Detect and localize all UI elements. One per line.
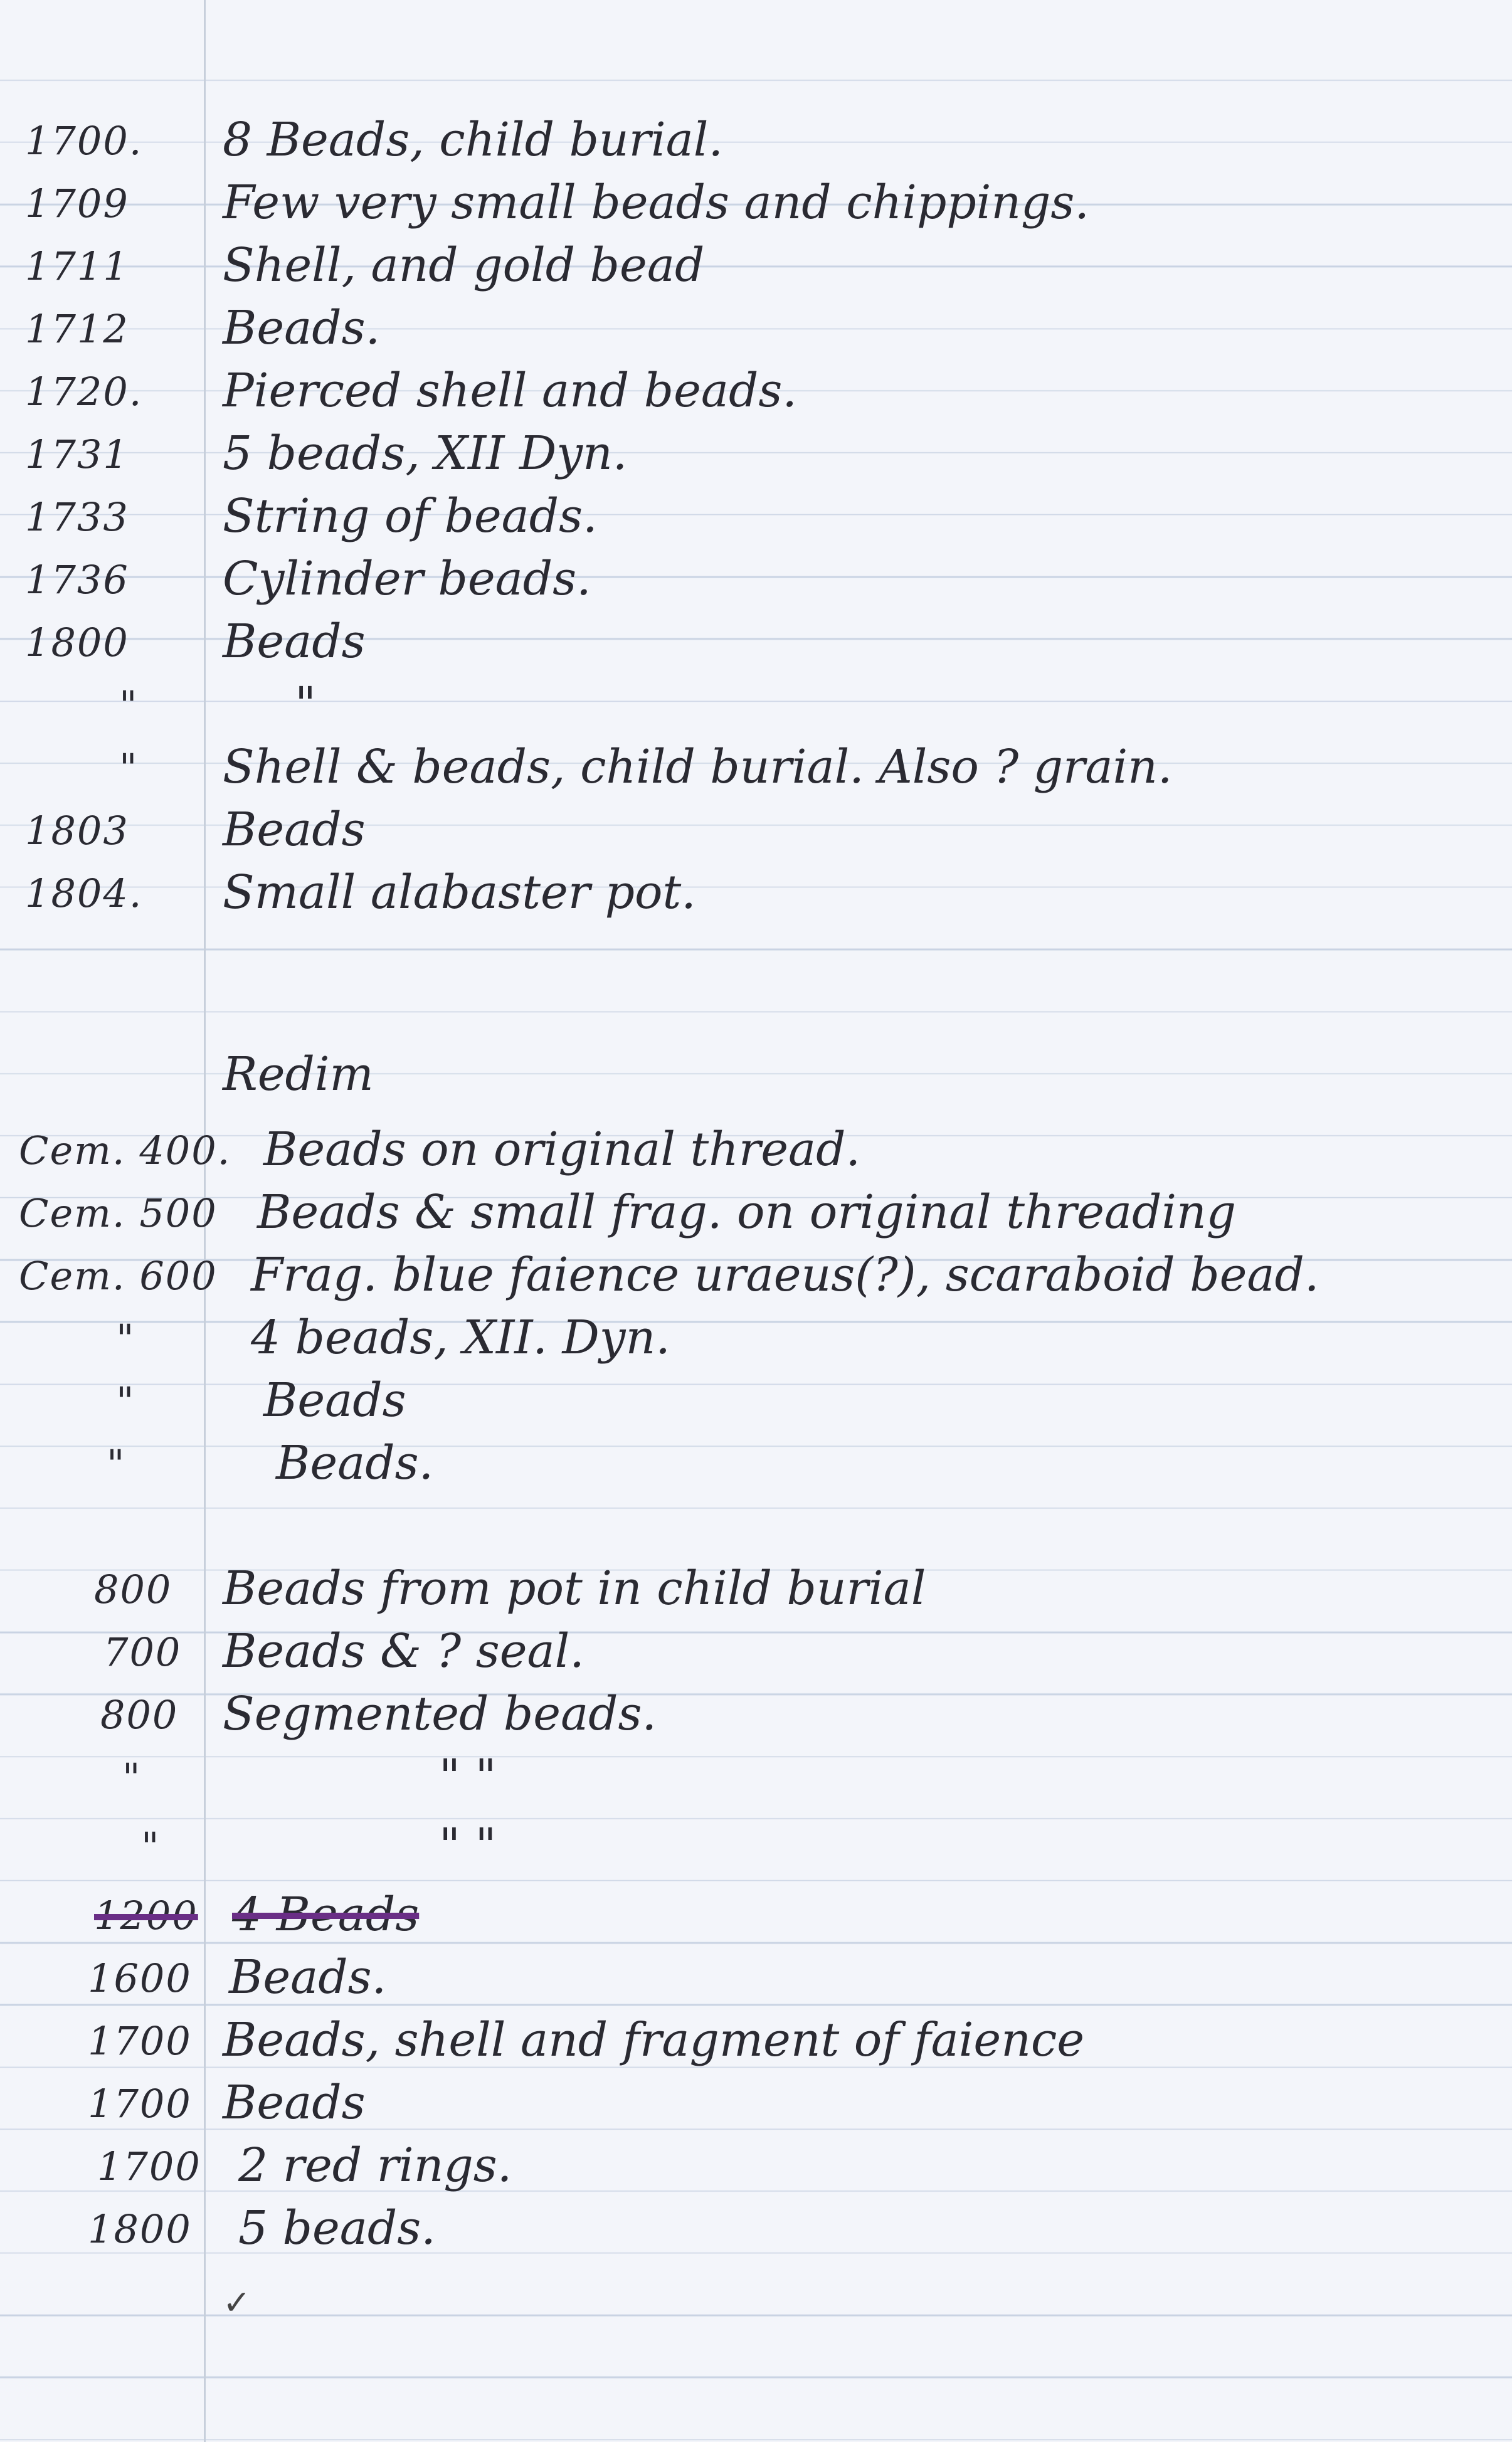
entry-number: Cem. 400.	[19, 1128, 231, 1173]
entry-number: 1700	[88, 2081, 192, 2127]
entry-number: "	[116, 1378, 135, 1424]
list-item	[0, 1562, 1512, 1624]
entry-number: 1700.	[25, 118, 143, 164]
entry-number: 1733	[25, 494, 129, 540]
entry-text: Beads	[263, 1373, 406, 1427]
entry-text: 2 red rings.	[238, 2138, 512, 2192]
entry-text: Pierced shell and beads.	[223, 364, 797, 418]
entry-number: "	[122, 1755, 142, 1800]
list-item	[0, 2138, 1512, 2201]
entry-number: 800	[94, 1567, 172, 1612]
list-item	[0, 1373, 1512, 1436]
list-item	[0, 552, 1512, 615]
entry-text: 4 beads, XII. Dyn.	[251, 1311, 670, 1365]
list-item	[0, 1750, 1512, 1812]
entry-number: "	[141, 1824, 161, 1869]
list-item	[0, 238, 1512, 301]
entry-text: Shell, and gold bead	[223, 238, 705, 292]
entry-number: 1800	[88, 2206, 192, 2252]
list-item	[0, 740, 1512, 803]
list-item	[0, 2201, 1512, 2264]
entry-text: " "	[439, 1750, 497, 1804]
entry-number: 1736	[25, 557, 129, 603]
entry-text: Cylinder beads.	[223, 552, 591, 606]
list-item	[0, 615, 1512, 677]
entry-text: Beads from pot in child burial	[223, 1562, 926, 1615]
list-item	[0, 1123, 1512, 1185]
entry-number: 1712	[25, 306, 129, 352]
entry-number: 1700	[88, 2018, 192, 2064]
list-item	[0, 426, 1512, 489]
entry-number: Cem. 500	[19, 1190, 218, 1236]
entry-number: 1720.	[25, 369, 143, 415]
entry-text: String of beads.	[223, 489, 598, 543]
list-item	[0, 2013, 1512, 2076]
entry-text: "	[295, 677, 317, 731]
entry-text: Beads	[223, 2076, 366, 2130]
entry-number: 1731	[25, 431, 129, 477]
list-item	[0, 677, 1512, 740]
entry-number: Cem. 600	[19, 1253, 218, 1299]
entry-number: 1803	[25, 808, 129, 854]
list-item	[0, 176, 1512, 238]
entry-text: Beads	[223, 615, 366, 669]
list-item	[0, 1436, 1512, 1499]
entry-number: 800	[100, 1692, 179, 1738]
entry-text: 4 Beads	[232, 1888, 420, 1942]
entry-text: " "	[439, 1819, 497, 1873]
entry-text: Few very small beads and chippings.	[223, 176, 1089, 230]
list-item	[0, 364, 1512, 426]
entry-number: "	[119, 745, 139, 791]
entry-text: 5 beads, XII Dyn.	[223, 426, 628, 480]
entry-number: 1709	[25, 181, 129, 226]
entry-number: 1700	[97, 2143, 201, 2189]
entry-text: Beads.	[276, 1436, 434, 1490]
entry-number: 1711	[25, 243, 129, 289]
entry-number: 1804.	[25, 870, 143, 916]
entry-text: Beads & small frag. on original threading	[257, 1185, 1237, 1239]
entry-text: Beads	[223, 803, 366, 857]
entry-text: Segmented beads.	[223, 1687, 657, 1741]
entry-text: Beads & ? seal.	[223, 1624, 584, 1678]
entry-number: 1800	[25, 620, 129, 665]
list-item	[0, 865, 1512, 928]
list-item	[0, 1185, 1512, 1248]
entry-text: Beads.	[229, 1950, 387, 2004]
entry-text: Beads, shell and fragment of faience	[223, 2013, 1085, 2067]
entry-text: Frag. blue faience uraeus(?), scaraboid bead.	[251, 1248, 1319, 1302]
section-heading: Redim	[223, 1047, 374, 1101]
list-item	[0, 113, 1512, 176]
list-item	[0, 1950, 1512, 2013]
entry-number: 1600	[88, 1955, 192, 2001]
entry-number: 700	[103, 1629, 182, 1675]
entry-text: 8 Beads, child burial.	[223, 113, 723, 167]
list-item	[0, 803, 1512, 865]
entry-text: 5 beads.	[238, 2201, 436, 2255]
entry-text: Shell & beads, child burial. Also ? grain.	[223, 740, 1173, 794]
list-item	[0, 489, 1512, 552]
list-item	[0, 301, 1512, 364]
entry-number: "	[107, 1441, 126, 1487]
list-item	[0, 2076, 1512, 2138]
entry-text: Beads.	[223, 301, 381, 355]
entry-number: "	[119, 682, 139, 728]
list-item	[0, 1248, 1512, 1311]
entry-text: Beads on original thread.	[263, 1123, 861, 1176]
list-item	[0, 1687, 1512, 1750]
entry-number: "	[116, 1316, 135, 1361]
entry-text: Small alabaster pot.	[223, 865, 696, 919]
list-item	[0, 1624, 1512, 1687]
list-item	[0, 1888, 1512, 1950]
list-item	[0, 1819, 1512, 1881]
check-mark-icon: ✓	[223, 2283, 251, 2322]
list-item	[0, 1311, 1512, 1373]
entry-number: 1200	[94, 1893, 198, 1938]
